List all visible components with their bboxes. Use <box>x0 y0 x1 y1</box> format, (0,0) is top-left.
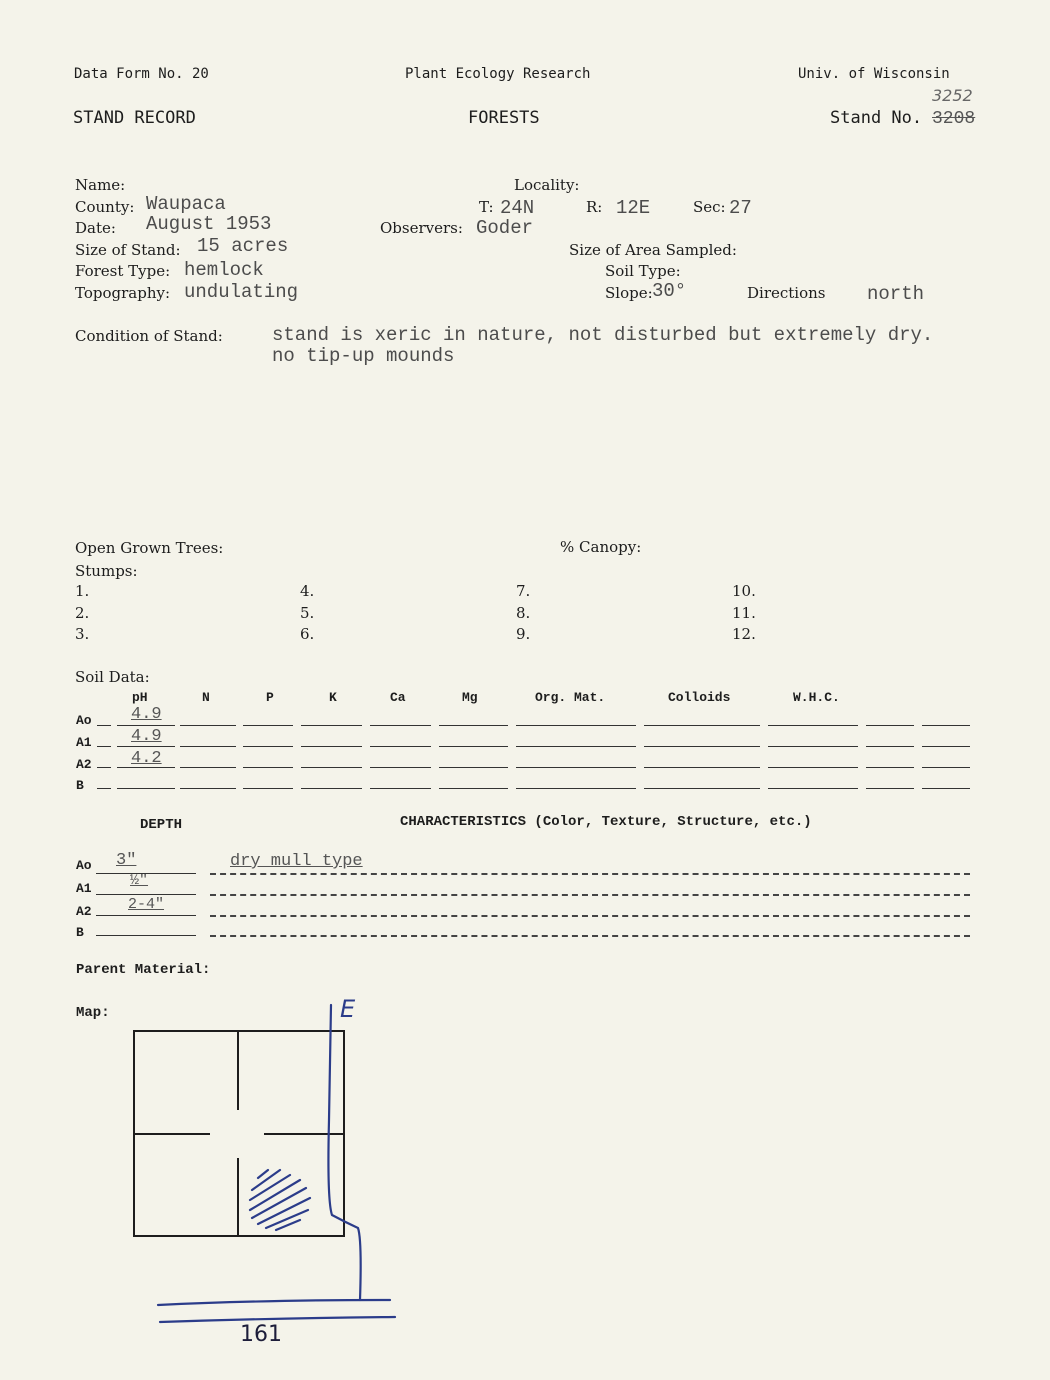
stump-number: 5. <box>300 604 315 622</box>
county-value: Waupaca <box>146 193 226 215</box>
slope-value: 30° <box>652 280 687 302</box>
section-value: 27 <box>729 197 752 219</box>
size-value: 15 acres <box>197 235 289 257</box>
profile-depth-value: 2-4" <box>128 896 165 913</box>
soil-row-label: B <box>76 778 84 793</box>
soil-row-label: A2 <box>76 757 92 772</box>
size-label: Size of Stand: <box>75 241 181 259</box>
condition-label: Condition of Stand: <box>75 327 223 345</box>
col-org-mat: Org. Mat. <box>535 690 606 705</box>
col-mg: Mg <box>462 690 478 705</box>
forest-type-label: Forest Type: <box>75 262 171 280</box>
soil-ph-value: 4.9 <box>131 705 162 724</box>
stand-no-label: Stand No. <box>830 108 923 128</box>
stump-number: 7. <box>516 582 531 600</box>
profile-depth-value: 3" <box>116 851 137 870</box>
organization: Plant Ecology Research <box>405 66 591 82</box>
soil-ph-value: 4.2 <box>131 749 162 768</box>
name-label: Name: <box>75 176 126 194</box>
col-ph: pH <box>132 690 148 705</box>
map-direction-mark: E <box>340 995 356 1023</box>
record-title: STAND RECORD <box>73 108 196 128</box>
stump-number: 8. <box>516 604 531 622</box>
date-label: Date: <box>75 219 116 237</box>
profile-row-label: B <box>76 925 84 940</box>
map-hatched-area <box>250 1170 310 1230</box>
township-label: T: <box>479 198 494 216</box>
col-n: N <box>202 690 210 705</box>
depth-label: DEPTH <box>140 817 183 833</box>
soil-row-label: Ao <box>76 713 92 728</box>
locality-label: Locality: <box>514 176 580 194</box>
profile-row-label: Ao <box>76 858 92 873</box>
category-title: FORESTS <box>468 108 540 128</box>
col-ca: Ca <box>390 690 406 705</box>
area-sampled-label: Size of Area Sampled: <box>569 241 737 259</box>
stump-number: 9. <box>516 625 531 643</box>
profile-characteristics-value: dry mull type <box>230 852 363 871</box>
soil-ph-value: 4.9 <box>131 727 162 746</box>
condition-line-2: no tip-up mounds <box>272 345 455 367</box>
condition-line-1: stand is xeric in nature, not disturbed but extremely dry. <box>272 324 934 346</box>
slope-label: Slope: <box>605 284 653 302</box>
col-colloids: Colloids <box>668 690 731 705</box>
forest-type-value: hemlock <box>184 259 264 281</box>
topography-value: undulating <box>184 281 299 303</box>
characteristics-label: CHARACTERISTICS (Color, Texture, Structure, etc.) <box>400 814 812 830</box>
directions-value: north <box>867 283 925 305</box>
stump-number: 12. <box>732 625 756 643</box>
topography-label: Topography: <box>75 284 171 302</box>
stump-number: 2. <box>75 604 90 622</box>
col-p: P <box>266 690 274 705</box>
stumps-label: Stumps: <box>75 562 138 580</box>
section-label: Sec: <box>693 198 726 216</box>
col-whc: W.H.C. <box>793 690 840 705</box>
map-number: 161 <box>240 1322 282 1347</box>
observers-label: Observers: <box>380 219 463 237</box>
stand-no-struck: 3208 <box>932 109 976 129</box>
stump-number: 6. <box>300 625 315 643</box>
col-k: K <box>329 690 337 705</box>
canopy-label: % Canopy: <box>560 538 642 556</box>
open-grown-trees-label: Open Grown Trees: <box>75 539 224 557</box>
county-label: County: <box>75 198 135 216</box>
map-label: Map: <box>76 1005 110 1021</box>
stump-number: 3. <box>75 625 90 643</box>
soil-row-label: A1 <box>76 735 92 750</box>
soil-type-label: Soil Type: <box>605 262 681 280</box>
soil-data-title: Soil Data: <box>75 668 150 686</box>
stump-number: 11. <box>732 604 756 622</box>
form-number: Data Form No. 20 <box>74 66 209 82</box>
map-road-line <box>158 1300 390 1305</box>
directions-label: Directions <box>747 284 826 302</box>
range-value: 12E <box>616 197 651 219</box>
profile-row-label: A1 <box>76 881 92 896</box>
range-label: R: <box>586 198 603 216</box>
university: Univ. of Wisconsin <box>798 66 950 82</box>
observers-value: Goder <box>476 217 534 239</box>
stump-number: 4. <box>300 582 315 600</box>
parent-material-label: Parent Material: <box>76 962 211 978</box>
township-value: 24N <box>500 197 535 219</box>
stand-no-handwritten: 3252 <box>932 86 973 105</box>
profile-row-label: A2 <box>76 904 92 919</box>
stump-number: 1. <box>75 582 90 600</box>
stump-number: 10. <box>732 582 756 600</box>
date-value: August 1953 <box>146 213 272 235</box>
profile-depth-value: ½" <box>130 872 149 889</box>
